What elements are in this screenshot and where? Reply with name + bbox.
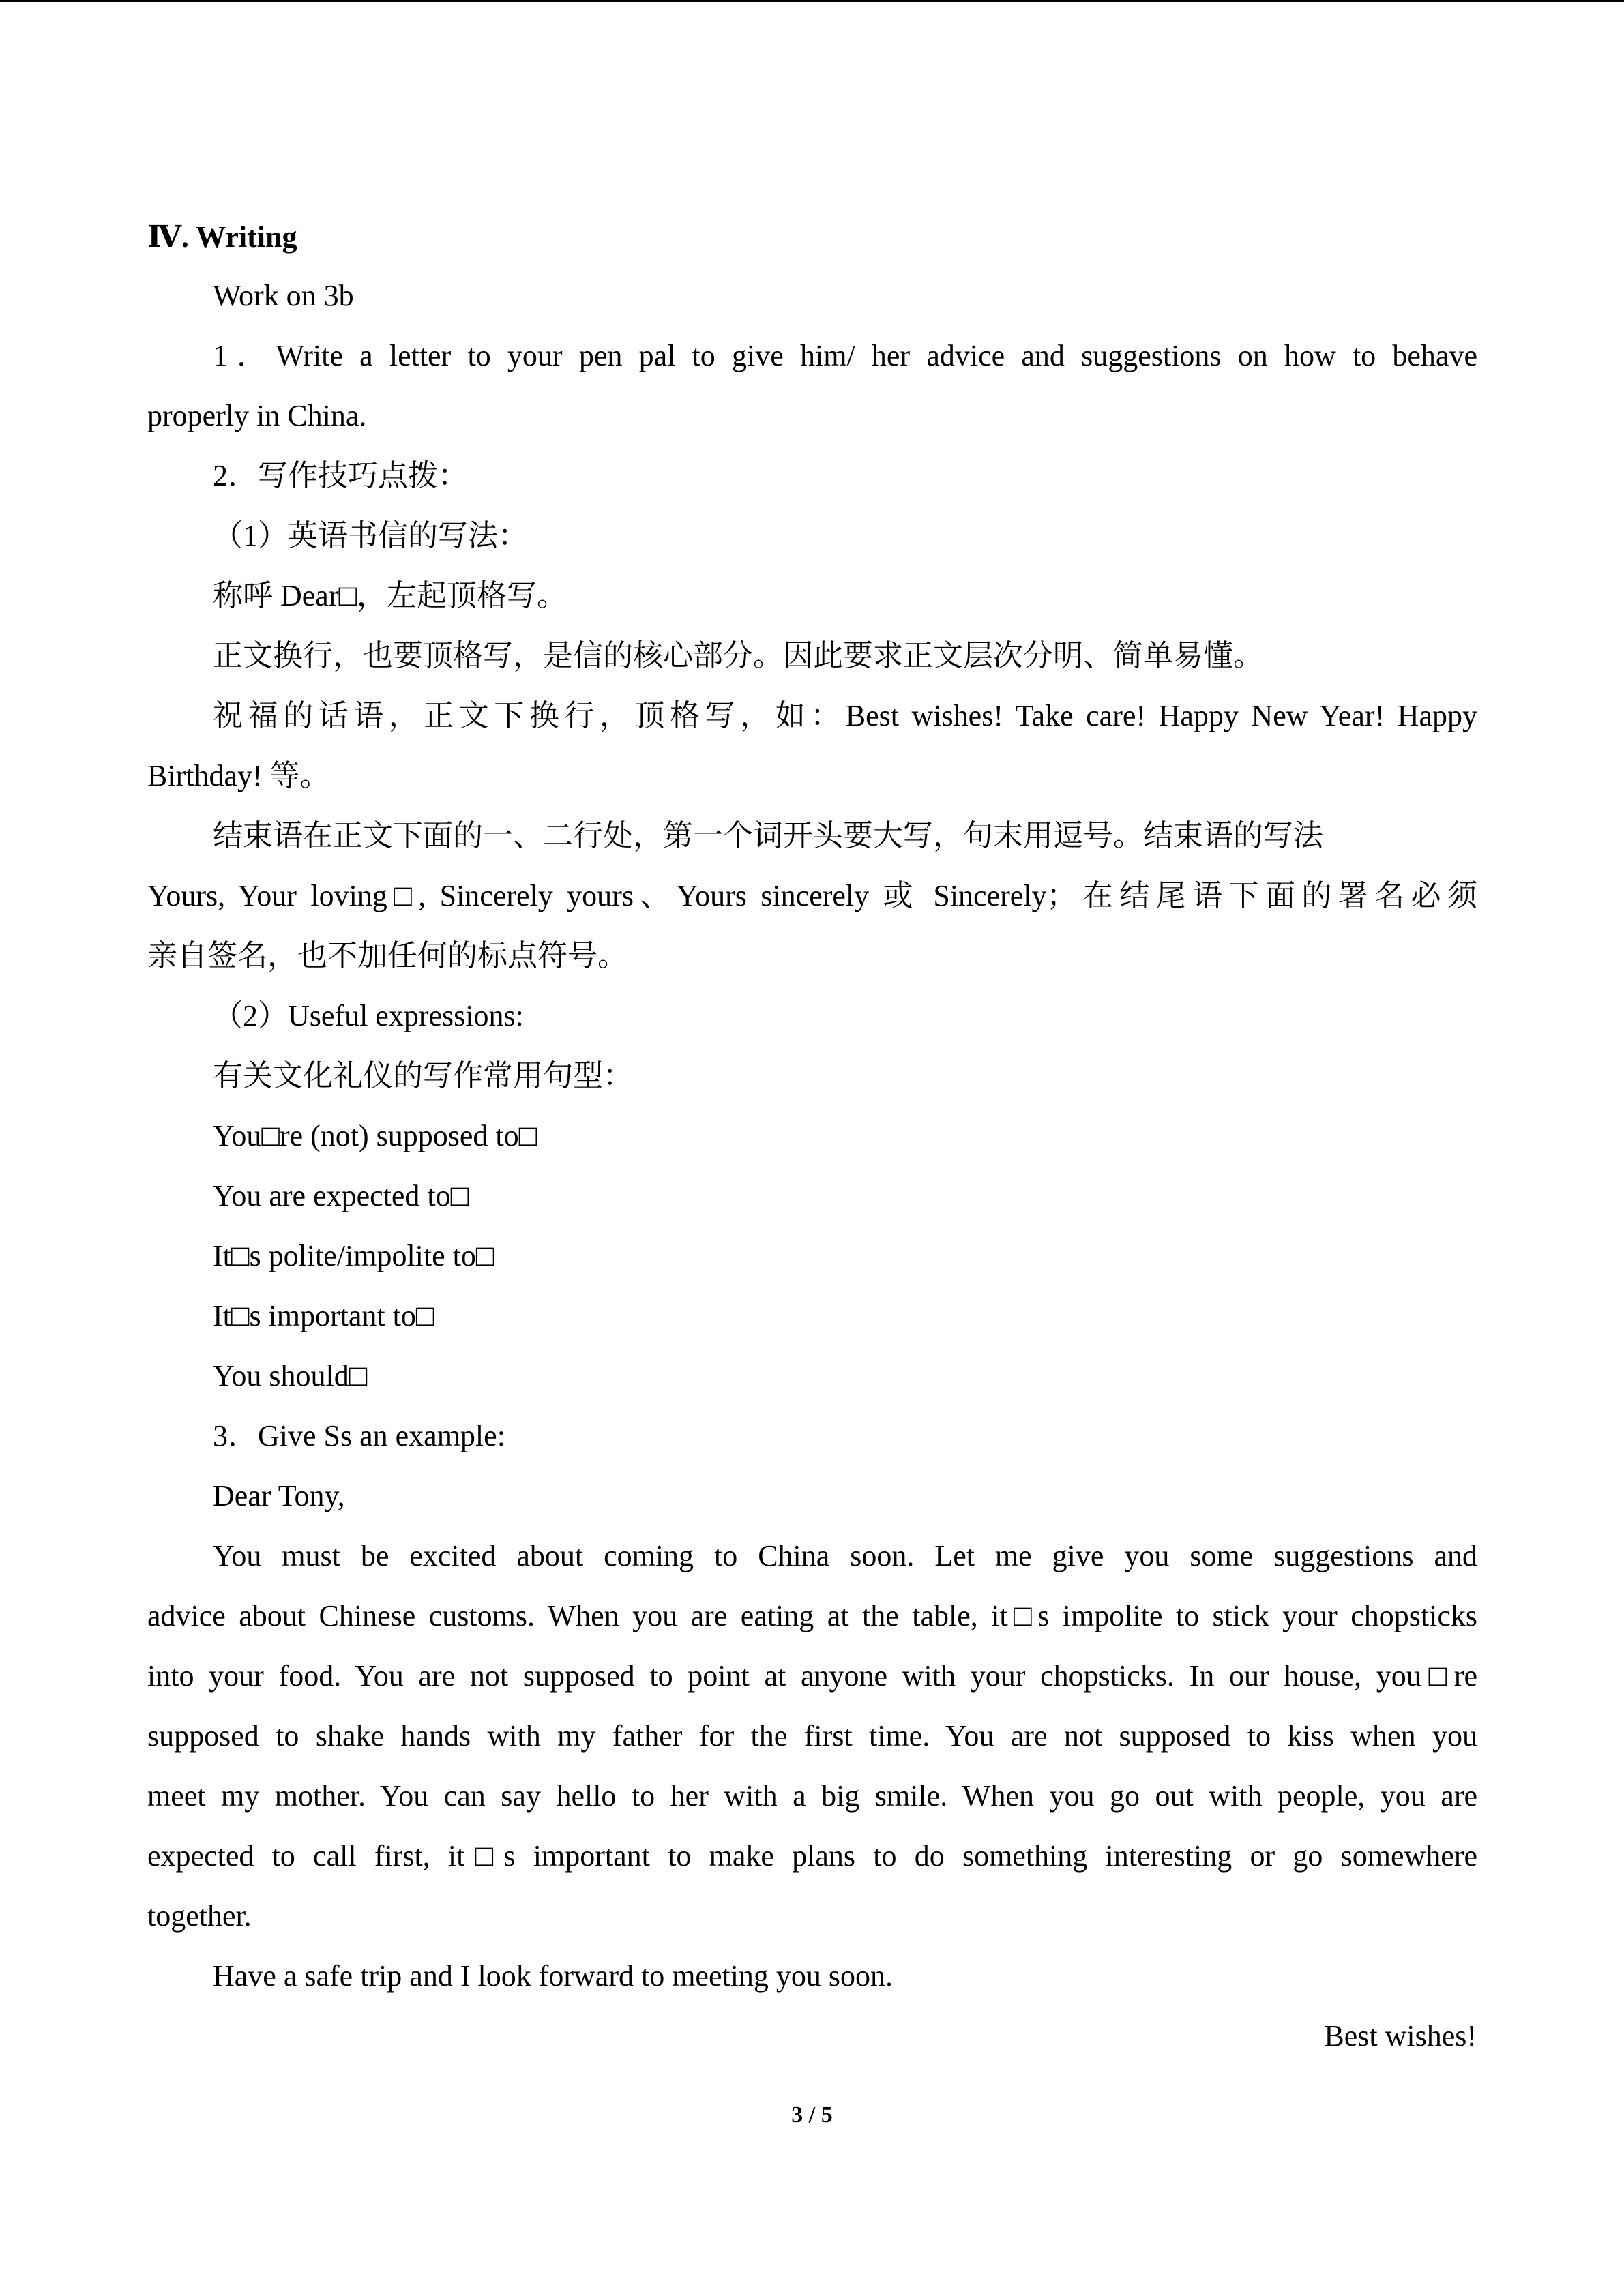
- section-heading: Ⅳ. Writing: [147, 220, 297, 254]
- body-rule: 正文换行，也要顶格写，是信的核心部分。因此要求正文层次分明、简单易懂。: [213, 639, 1263, 672]
- page-top-border: [0, 0, 1624, 2]
- wishes-rule-line-2: Birthday! 等。: [147, 759, 330, 792]
- task-instruction-line-1: 1．Write a letter to your pen pal to give him/ her advice and suggestions on how to behave: [213, 339, 1477, 372]
- writing-tips-heading: 2．写作技巧点拨：: [213, 459, 468, 492]
- page-number: 3 / 5: [791, 2102, 833, 2128]
- letter-body-line: meet my mother. You can say hello to her with a big smile. When you go out with people, you are: [147, 1779, 1477, 1813]
- expression-item: It□s important to□: [213, 1299, 434, 1332]
- closing-rule-line-1: 结束语在正文下面的一、二行处，第一个词开头要大写，句末用逗号。结束语的写法: [213, 819, 1323, 852]
- task-label: Work on 3b: [213, 279, 354, 312]
- expression-item: You□re (not) supposed to□: [213, 1119, 537, 1152]
- letter-closing-sentence: Have a safe trip and I look forward to meeting you soon.: [213, 1959, 894, 1993]
- letter-sign-off: Best wishes!: [1324, 2019, 1477, 2053]
- letter-body-line: advice about Chinese customs. When you are eating at the table, it□s impolite to stick your chopsticks: [147, 1599, 1477, 1632]
- letter-body-line: into your food. You are not supposed to point at anyone with your chopsticks. In our house, you□re: [147, 1659, 1477, 1693]
- letter-body-line: You must be excited about coming to China soon. Let me give you some suggestions and: [213, 1539, 1477, 1572]
- letter-format-heading: （1）英语书信的写法：: [213, 519, 528, 552]
- expression-item: You should□: [213, 1359, 368, 1392]
- letter-body-line: together.: [147, 1899, 252, 1933]
- letter-body-line: supposed to shake hands with my father for the first time. You are not supposed to kiss when you: [147, 1719, 1477, 1753]
- expression-item: It□s polite/impolite to□: [213, 1239, 494, 1272]
- letter-salutation: Dear Tony,: [213, 1479, 345, 1512]
- expression-item: You are expected to□: [213, 1179, 469, 1212]
- letter-body-line: expected to call first, it□s important to make plans to do something interesting or go somewhere: [147, 1839, 1477, 1873]
- sentence-patterns-heading: 有关文化礼仪的写作常用句型：: [213, 1059, 633, 1092]
- closing-rule-line-3: 亲自签名，也不加任何的标点符号。: [147, 939, 628, 972]
- task-instruction-line-2: properly in China.: [147, 399, 367, 432]
- closing-rule-line-2: Yours, Your loving□, Sincerely yours、Yours sincerely 或 Sincerely；在结尾语下面的署名必须: [147, 879, 1477, 912]
- useful-expressions-heading: （2）Useful expressions:: [213, 999, 524, 1032]
- wishes-rule-line-1: 祝福的话语，正文下换行，顶格写，如：Best wishes! Take care! Happy New Year! Happy: [213, 699, 1477, 732]
- example-heading: 3．Give Ss an example:: [213, 1419, 505, 1452]
- salutation-rule: 称呼 Dear□，左起顶格写。: [213, 579, 567, 612]
